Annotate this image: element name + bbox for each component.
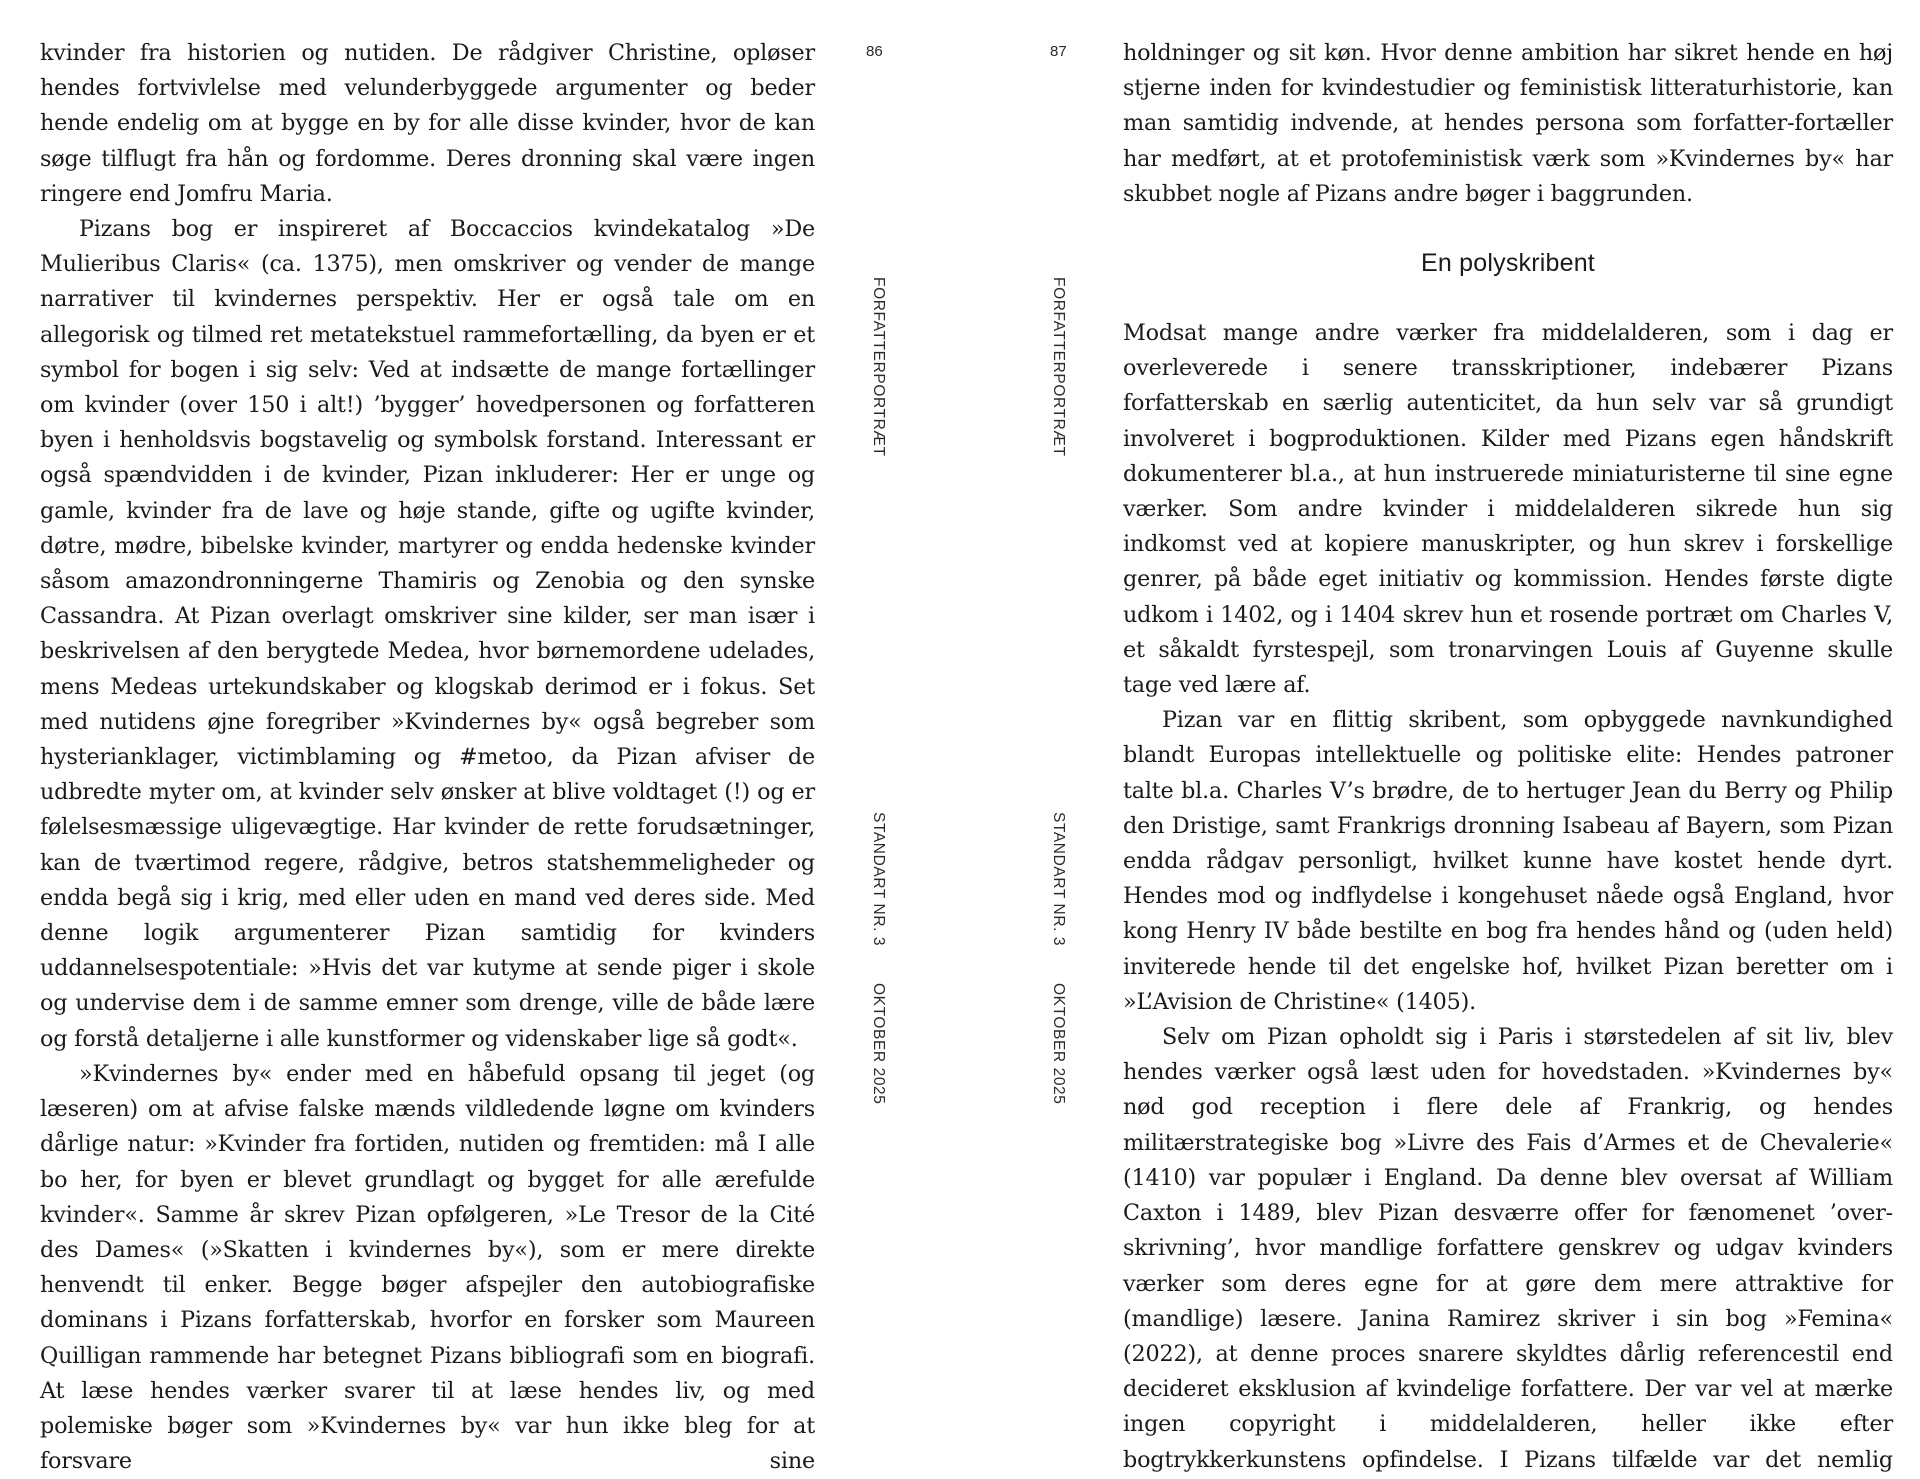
right-page	[960, 0, 1920, 1473]
page-number: 86	[866, 43, 883, 60]
page-number: 87	[1050, 43, 1067, 60]
issue-running-head: STANDART NR. 3	[1050, 812, 1067, 947]
left-page	[0, 0, 960, 1475]
section-heading: En polyskribent	[1421, 249, 1595, 278]
date-running-head: OKTOBER 2025	[1050, 983, 1067, 1105]
body-paragraph: »Kvindernes by« ender med en håbefuld opsang til jeget (og læseren) om at afvise falske mænds vildledende løgne om kvinders dårlige natur: »Kvinder fra fortiden, nutiden og fremtiden: må I alle bo her, for byen er blevet grundlagt og bygget for alle ærefulde kvinder«. Samme år skrev Pizan opfølgeren, »Le Tresor de la Cité des Dames« (»Skatten i kvindernes by«), som er mere direkte henvendt til enker. Begge bøger afspejler den autobiografiske dominans i Pizans forfatterskab, hvorfor en forsker som Maureen Quilligan rammende har betegnet Pizans bibliografi som en biografi. At læse hendes værker svarer til at læse hendes liv, og med polemiske bøger som »Kvindernes by« var hun ikke bleg for at forsvare sine	[40, 1060, 815, 1475]
date-running-head: OKTOBER 2025	[870, 983, 887, 1105]
body-paragraph: Modsat mange andre værker fra middelalderen, som i dag er overleverede i senere transskriptioner, indebærer Pizans forfatterskab en særlig autenticitet, da hun selv var så grundigt involveret i bogproduktionen. Kilder med Pizans egen håndskrift dokumenterer bl.a., at hun instruerede miniaturisterne til sine egne værker. Som andre kvinder i middelalderen sikrede hun sig indkomst ved at kopiere manuskripter, og hun skrev i forskellige genrer, på både eget initiativ og kommission. Hendes første digte udkom i 1402, og i 1404 skrev hun et rosende portræt om Charles V, et såkaldt fyrstespejl, som tronarvingen Louis af Guyenne skulle tage ved lære af.	[1123, 320, 1893, 699]
body-paragraph: kvinder fra historien og nutiden. De rådgiver Christine, opløser hendes fortvivlelse med velunderbyggede argumenter og beder hende endelig om at bygge en by for alle disse kvinder, hvor de kan søge tilflugt fra hån og fordomme. Deres dronning skal være ingen ringere end Jomfru Maria.	[40, 40, 815, 207]
section-running-head: FORFATTERPORTRÆT	[870, 277, 887, 457]
section-running-head: FORFATTERPORTRÆT	[1050, 277, 1067, 457]
left-text-column	[40, 36, 815, 1479]
right-text-column	[1123, 36, 1893, 1478]
body-paragraph: Pizans bog er inspireret af Boccaccios kvindekatalog »De Mulieribus Claris« (ca. 1375), men omskriver og vender de mange narrativer til kvindernes perspektiv. Her er også tale om en allegorisk og tilmed ret metatekstuel rammefortælling, da byen er et symbol for bogen i sig selv: Ved at indsætte de mange fortællinger om kvinder (over 150 i alt!) ’bygger’ hovedpersonen og forfatteren byen i henholdsvis bogstavelig og symbolsk forstand. Interessant er også spændvidden i de kvinder, Pizan inkluderer: Her er unge og gamle, kvinder fra de lave og høje stande, gifte og ugifte kvinder, døtre, mødre, bibelske kvinder, martyrer og endda hedenske kvinder såsom amazondronningerne Thamiris og Zenobia og den synske Cassandra. At Pizan overlagt omskriver sine kilder, ser man især i beskrivelsen af den berygtede Medea, hvor børnemordene udelades, mens Medeas urtekundskaber og klogskab derimod er i fokus. Set med nutidens øjne foregriber »Kvindernes by« også begreber som hysterianklager, victimblaming og #metoo, da Pizan afviser de udbredte myter om, at kvinder selv ønsker at blive voldtaget (!) og er følelsesmæssige uligevægtige. Har kvinder de rette forudsætninger, kan de tværtimod regere, rådgive, betros statshemmeligheder og endda begå sig i krig, med eller uden en mand ved deres side. Med denne logik argumenterer Pizan samtidig for kvinders uddannelsespotentiale: »Hvis det var kutyme at sende piger i skole og undervise dem i de samme emner som drenge, ville de både lære og forstå detaljerne i alle kunstformer og videnskaber lige så godt«.	[40, 216, 815, 1052]
body-paragraph: holdninger og sit køn. Hvor denne ambition har sikret hende en høj stjerne inden for kvindestudier og feministisk litteraturhistorie, kan man samtidig indvende, at hendes persona som forfatter-fortæller har medført, at et protofeministisk værk som »Kvindernes by« har skubbet nogle af Pizans andre bøger i baggrunden.	[1123, 40, 1893, 207]
issue-running-head: STANDART NR. 3	[870, 812, 887, 947]
body-paragraph: Pizan var en flittig skribent, som opbyggede navnkundighed blandt Europas intellektuelle og politiske elite: Hendes patroner talte bl.a. Charles V’s brødre, de to hertuger Jean du Berry og Philip den Dristige, samt Frankrigs dronning Isabeau af Bayern, som Pizan endda rådgav personligt, hvilket kunne have kostet hende dyrt. Hendes mod og indflydelse i kongehuset nåede også England, hvor kong Henry IV både bestilte en bog fra hendes hånd og (uden held) inviterede hende til det engelske hof, hvilket Pizan beretter om i »L’Avision de Christine« (1405).	[1123, 707, 1893, 1015]
body-paragraph: Selv om Pizan opholdt sig i Paris i størstedelen af sit liv, blev hendes værker også læst uden for hovedstaden. »Kvindernes by« nød god reception i flere dele af Frankrig, og hendes militærstrategiske bog »Livre des Fais d’Armes et de Chevalerie« (1410) var populær i England. Da denne blev oversat af William Caxton i 1489, blev Pizan desværre offer for fænomenet ’over-skrivning’, hvor mandlige forfattere genskrev og udgav kvinders værker som deres egne for at gøre dem mere attraktive for (mandlige) læsere. Janina Ramirez skriver i sin bog »Femina« (2022), at denne proces snarere skyldtes dårlig referencestil end decideret eksklusion af kvindelige forfattere. Der var vel at mærke ingen copyright i middelalderen, heller ikke efter bogtrykkerkunstens opfindelse. I Pizans tilfælde var det nemlig	[1123, 1024, 1893, 1473]
